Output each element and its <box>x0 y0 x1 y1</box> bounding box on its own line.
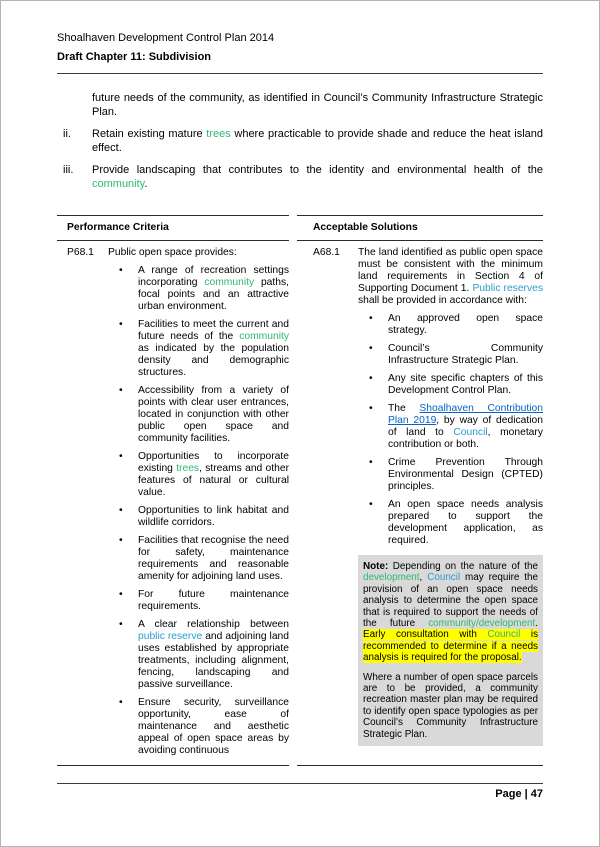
bullet-item <box>368 457 543 493</box>
bullet-item <box>118 319 289 379</box>
text-segment: Facilities to meet the current and future needs of the <box>138 319 289 342</box>
text-segment: Any site specific chapters of this Development Control Plan. <box>388 373 543 396</box>
text-segment: A clear relationship between <box>138 619 289 630</box>
list-marker: ii. <box>63 128 71 140</box>
bullet-item <box>118 619 289 691</box>
text-segment: community/development <box>428 618 536 630</box>
text-segment: Accessibility from a variety of points with clear user entrances, located in conjunction with other public open space and community facilities. <box>138 385 289 444</box>
intro-section <box>57 91 543 191</box>
intro-continuation-paragraph <box>57 91 543 119</box>
list-item-text <box>92 164 543 190</box>
text-segment: and adjoining land uses established by appropriate treatments, including alignment, fencing, landscaping and passive surveillance. <box>138 631 289 690</box>
text-segment: For future maintenance requirements. <box>138 589 289 612</box>
text-segment: trees <box>176 463 200 474</box>
criteria-table <box>57 215 543 766</box>
chapter-heading: Draft Chapter 11: Subdivision <box>57 51 212 63</box>
text-segment: An open space needs analysis prepared to support the development application, as required. <box>388 499 543 546</box>
text-segment: Note: <box>363 561 389 572</box>
document-title: Shoalhaven Development Control Plan 2014 <box>57 32 275 44</box>
bullet-item <box>118 505 289 529</box>
text-segment: Ensure security, surveillance opportunity, ease of maintenance and aesthetic appeal of open space areas by avoiding continuous <box>138 697 289 756</box>
bullet-item <box>368 313 543 337</box>
text-segment: , by way of dedication of land to <box>388 415 543 438</box>
text-segment: , monetary contribution or both. <box>388 427 543 450</box>
bullet-item <box>368 343 543 367</box>
table-body-row <box>57 241 543 766</box>
text-segment: . <box>144 178 148 190</box>
text-segment: The land identified as public open space must be consistent with the minimum land requirements in Section 4 of Supporting Document 1. <box>358 247 543 294</box>
text-segment: An approved open space strategy. <box>388 313 543 336</box>
text-segment: development <box>363 572 420 584</box>
text-segment: paths, focal points and an attractive urban environment. <box>138 277 289 312</box>
footer-divider <box>57 783 543 784</box>
text-segment: community <box>239 331 289 342</box>
text-segment: trees <box>206 128 231 140</box>
list-item-text <box>92 128 543 154</box>
text-segment: public reserve <box>138 631 203 642</box>
text-segment: Where a number of open space parcels are to be provided, a community recreation master plan may be required to identify open space typologies as per Council’s Community Infrastructure Strategic Plan. <box>363 671 538 740</box>
text-segment: Depending on the nature of the <box>388 561 538 572</box>
bullet-item <box>118 589 289 613</box>
column-header-performance-criteria: Performance Criteria <box>57 215 289 241</box>
text-segment: Public reserves <box>472 283 544 294</box>
page-number: Page | 47 <box>495 788 543 800</box>
shoalhaven-contribution-plan-link[interactable]: Shoalhaven Contribution Plan 2019 <box>388 403 543 426</box>
criterion-row <box>57 247 289 259</box>
text-segment: Opportunities to incorporate existing <box>138 451 289 474</box>
text-segment: Council <box>453 427 488 438</box>
text-segment: community <box>92 178 145 190</box>
note-paragraph <box>363 672 538 740</box>
text-segment: shall be provided in accordance with: <box>358 295 527 306</box>
note-box <box>358 555 543 746</box>
text-segment: Provide landscaping that contributes to the identity and environmental health of the <box>92 164 543 176</box>
bullet-item <box>118 697 289 757</box>
text-segment: may require the provision of an open space needs analysis to determine the open space that is required to support the needs of the future <box>363 572 538 630</box>
text-segment: Crime Prevention Through Environmental Design (CPTED) principles. <box>388 457 543 492</box>
text-segment: Council’s Community Infrastructure Strategic Plan. <box>388 343 543 366</box>
solution-id: A68.1 <box>313 247 340 258</box>
text-segment: Council <box>427 572 461 584</box>
performance-criteria-cell <box>57 241 289 766</box>
list-marker: iii. <box>63 164 74 176</box>
text-segment: Opportunities to link habitat and wildlife corridors. <box>138 505 289 528</box>
criterion-id: P68.1 <box>67 247 94 258</box>
solution-row <box>297 247 543 307</box>
text-segment: The <box>388 403 420 414</box>
note-paragraph <box>363 561 538 664</box>
bullet-item <box>368 403 543 451</box>
text-segment: Retain existing mature <box>92 128 207 140</box>
text-segment: community <box>204 277 255 288</box>
acceptable-solutions-cell <box>297 241 543 766</box>
criterion-lead: Public open space provides: <box>108 247 237 258</box>
bullet-item <box>368 499 543 547</box>
page-footer <box>57 783 543 800</box>
text-segment: Facilities that recognise the need for safety, maintenance requirements and reasonable amenity for adjoining land uses. <box>138 535 289 582</box>
intro-list-item-ii <box>57 127 543 155</box>
solution-lead <box>358 247 543 307</box>
text-segment: A range of recreation settings incorporating <box>138 265 289 288</box>
text-segment: . <box>535 618 538 630</box>
text-segment: is recommended to determine if a needs analysis is required for the proposal. <box>363 629 538 664</box>
bullet-item <box>118 451 289 499</box>
text-segment: as indicated by the population density and demographic structures. <box>138 343 289 378</box>
page-content <box>1 1 599 766</box>
bullet-item <box>118 385 289 445</box>
text-segment: where practicable to provide shade and reduce the heat island effect. <box>92 128 543 154</box>
text-segment: , <box>419 572 428 584</box>
bullet-item <box>118 535 289 583</box>
table-header-row <box>57 215 543 241</box>
bullet-item <box>118 265 289 313</box>
intro-list-item-iii <box>57 163 543 191</box>
text-segment: Council <box>487 629 521 641</box>
bullet-item <box>368 373 543 397</box>
text-segment: , streams and other features of natural or cultural value. <box>138 463 289 498</box>
text-segment: Early consultation with <box>363 629 488 641</box>
header-divider <box>57 73 543 74</box>
text-segment: future needs of the community, as identified in Council’s Community Infrastructure Strategic Plan. <box>92 92 543 118</box>
column-header-acceptable-solutions: Acceptable Solutions <box>297 215 543 241</box>
